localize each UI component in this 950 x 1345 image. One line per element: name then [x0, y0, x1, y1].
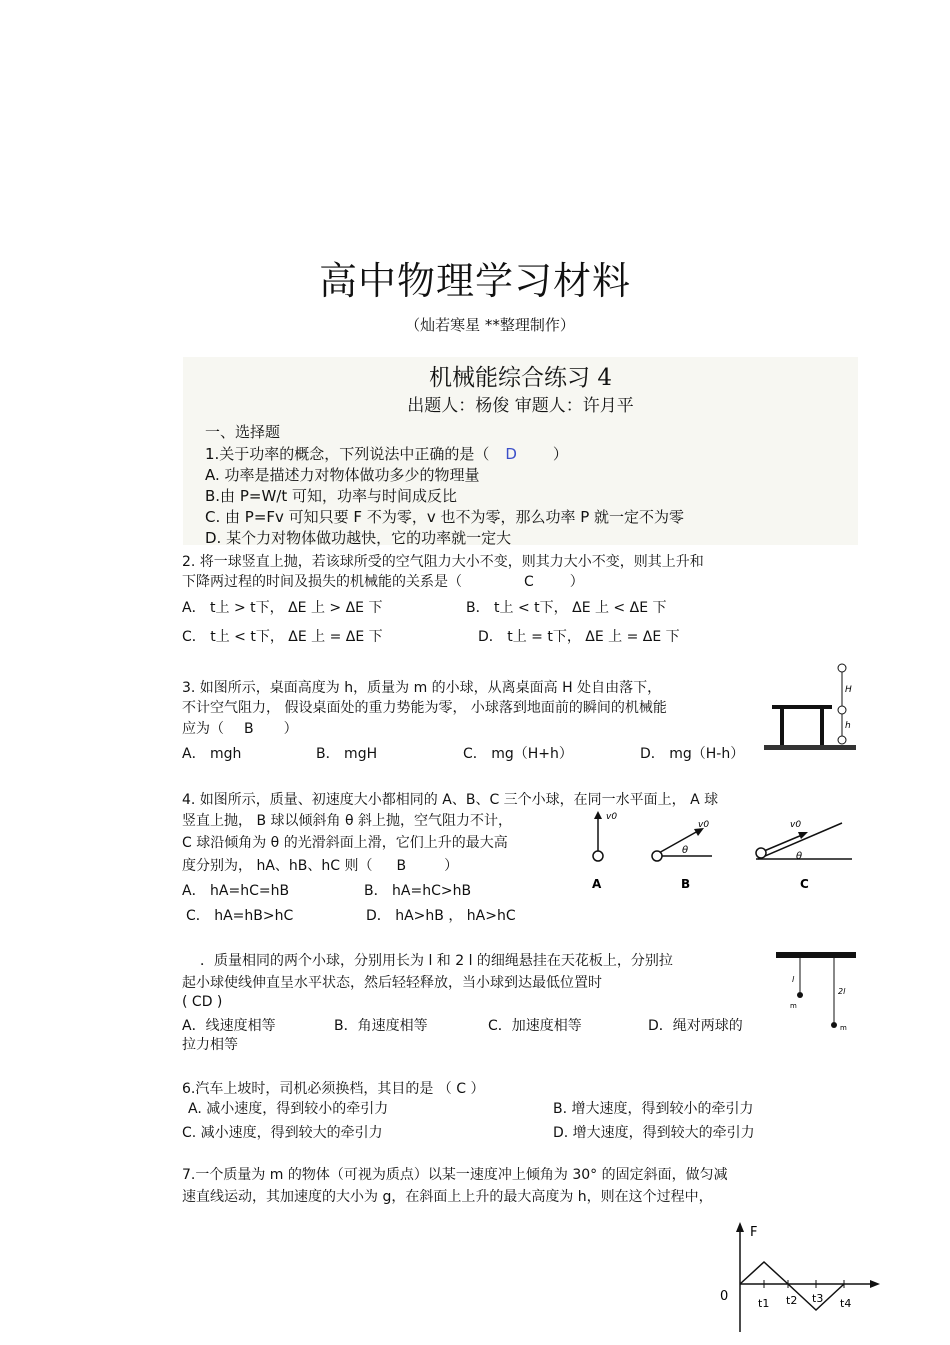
- y-axis-arrow: [736, 1222, 744, 1232]
- label-m-long: m: [840, 1024, 847, 1032]
- label-theta-b: θ: [682, 845, 689, 856]
- q1-stem: 1.关于功率的概念，下列说法中正确的是（ D ）: [205, 445, 568, 463]
- ball-c: [756, 848, 766, 858]
- q6-option-a: A. 减小速度，得到较小的牵引力: [188, 1101, 389, 1117]
- q5-answer-line: ( CD ): [182, 994, 223, 1010]
- tick-label-t2: t2: [786, 1294, 798, 1307]
- q2-answer: C: [524, 574, 534, 590]
- q6-option-d: D. 增大速度，得到较大的牵引力: [553, 1125, 755, 1141]
- q5-option-a: A．线速度相等: [182, 1018, 276, 1034]
- label-b: B: [681, 877, 691, 891]
- ball-end: [838, 736, 846, 744]
- q5-line1: ．质量相同的两个小球，分别用长为 l 和 2 l 的细绳悬挂在天花板上，分别拉: [200, 953, 673, 969]
- q6-option-b: B. 增大速度，得到较小的牵引力: [553, 1101, 754, 1117]
- label-h: h: [845, 721, 851, 731]
- force-time-graph: [712, 1218, 888, 1342]
- label-H: H: [845, 685, 852, 695]
- label-2l: 2l: [838, 987, 846, 996]
- label-m-short: m: [790, 1002, 797, 1010]
- exercise-authors: 出题人：杨俊 审题人：许月平: [407, 396, 634, 416]
- q1-option-a: A. 功率是描述力对物体做功多少的物理量: [205, 466, 480, 484]
- q3-answer: B: [244, 721, 254, 737]
- x-axis-arrow: [870, 1280, 880, 1288]
- q3-option-a: A． mgh: [182, 746, 242, 762]
- q1-option-c: C. 由 P=Fv 可知只要 F 不为零，v 也不为零，那么功率 P 就一定不为零: [205, 508, 685, 526]
- origin-label: 0: [720, 1289, 729, 1304]
- ball-short: [797, 992, 803, 998]
- q3-line3: 应为（ B ）: [182, 721, 298, 737]
- page-title: 高中物理学习材料: [318, 259, 631, 303]
- q3-line1: 3. 如图所示，桌面高度为 h，质量为 m 的小球，从离桌面高 H 处自由落下，: [182, 680, 662, 696]
- q5-option-d: D．绳对两球的: [648, 1018, 743, 1034]
- label-a: A: [592, 877, 602, 891]
- q2-option-a: A． t上 > t下， ΔE 上 > ΔE 下: [182, 600, 383, 616]
- section-heading: 一、选择题: [205, 423, 281, 441]
- q5-option-c: C．加速度相等: [488, 1018, 582, 1034]
- label-l: l: [792, 975, 795, 984]
- q4-line3: C 球沿倾角为 θ 的光滑斜面上滑，它们上升的最大高: [182, 835, 508, 851]
- y-axis-label: F: [750, 1225, 758, 1240]
- q2-option-b: B． t上 < t下， ΔE 上 < ΔE 下: [466, 600, 667, 616]
- q4-projectile-figure: [580, 805, 860, 897]
- q4-line4: 度分别为， hA、hB、hC 则（ B ）: [182, 858, 459, 874]
- q2-option-c: C． t上 < t下， ΔE 上 = ΔE 下: [182, 629, 383, 645]
- table-top: [772, 705, 832, 709]
- q5-line2: 起小球使线伸直呈水平状态，然后轻轻释放，当小球到达最低位置时: [182, 975, 602, 991]
- q4-line2: 竖直上抛， B 球以倾斜角 θ 斜上抛，空气阻力不计，: [182, 813, 512, 829]
- q4-option-b: B． hA=hC>hB: [364, 883, 472, 899]
- q4-option-a: A． hA=hC=hB: [182, 883, 290, 899]
- q2-line2: 下降两过程的时间及损失的机械能的关系是（ C ）: [182, 574, 584, 590]
- tick-label-t3: t3: [812, 1292, 824, 1305]
- q6-option-c: C. 减小速度，得到较大的牵引力: [182, 1125, 383, 1141]
- tick-label-t4: t4: [840, 1297, 852, 1310]
- ball-start: [838, 664, 846, 672]
- floor: [764, 745, 856, 750]
- table-leg-left: [780, 709, 784, 745]
- q4-option-d: D． hA>hB ， hA>hC: [366, 908, 516, 924]
- q3-option-b: B． mgH: [316, 746, 378, 762]
- ball-b: [652, 851, 662, 861]
- q3-option-c: C． mg（H+h）: [463, 746, 573, 762]
- ball-a: [593, 851, 603, 861]
- label-c: C: [800, 877, 809, 891]
- q1-option-d: D. 某个力对物体做功越快，它的功率就一定大: [205, 529, 512, 547]
- q2-option-d: D． t上 = t下， ΔE 上 = ΔE 下: [478, 629, 680, 645]
- label-v0-c: v0: [790, 820, 802, 830]
- q4-option-c: C． hA=hB>hC: [186, 908, 294, 924]
- q5-option-b: B．角速度相等: [334, 1018, 428, 1034]
- q5-option-d-tail: 拉力相等: [182, 1037, 238, 1053]
- q7-line2: 速直线运动，其加速度的大小为 g，在斜面上上升的最大高度为 h，则在这个过程中，: [182, 1189, 713, 1205]
- label-v0-a: v0: [606, 812, 618, 822]
- label-theta-c: θ: [796, 851, 803, 862]
- tick-label-t1: t1: [758, 1297, 770, 1310]
- arrow-b-shaft: [657, 831, 698, 854]
- table-leg-right: [820, 709, 824, 745]
- ball-long: [831, 1022, 837, 1028]
- q3-table-figure: [760, 660, 860, 755]
- q4-line1: 4. 如图所示，质量、初速度大小都相同的 A、B、C 三个小球，在同一水平面上， A 球: [182, 792, 719, 808]
- q5-pendulum-figure: [770, 948, 860, 1038]
- scanned-header-block: [183, 357, 858, 545]
- exercise-title: 机械能综合练习 4: [429, 365, 612, 391]
- ceiling: [776, 952, 856, 958]
- q1-option-b: B.由 P=W/t 可知，功率与时间成反比: [205, 487, 457, 505]
- ball-mid: [838, 706, 846, 714]
- label-v0-b: v0: [698, 820, 710, 830]
- q7-line1: 7.一个质量为 m 的物体（可视为质点）以某一速度冲上倾角为 30° 的固定斜面，做匀减: [182, 1167, 728, 1183]
- q3-option-d: D． mg（H-h）: [640, 746, 745, 762]
- arrow-a-head: [594, 811, 602, 819]
- q6-stem: 6.汽车上坡时，司机必须换档，其目的是 （ C ）: [182, 1081, 485, 1097]
- q4-answer: B: [396, 858, 407, 874]
- q3-line2: 不计空气阻力， 假设桌面处的重力势能为零， 小球落到地面前的瞬间的机械能: [182, 700, 667, 716]
- q2-line1: 2. 将一球竖直上抛，若该球所受的空气阻力大小不变，则其力大小不变，则其上升和: [182, 554, 704, 570]
- page-subtitle: （灿若寒星 **整理制作）: [405, 316, 575, 334]
- q1-answer: D: [505, 445, 517, 463]
